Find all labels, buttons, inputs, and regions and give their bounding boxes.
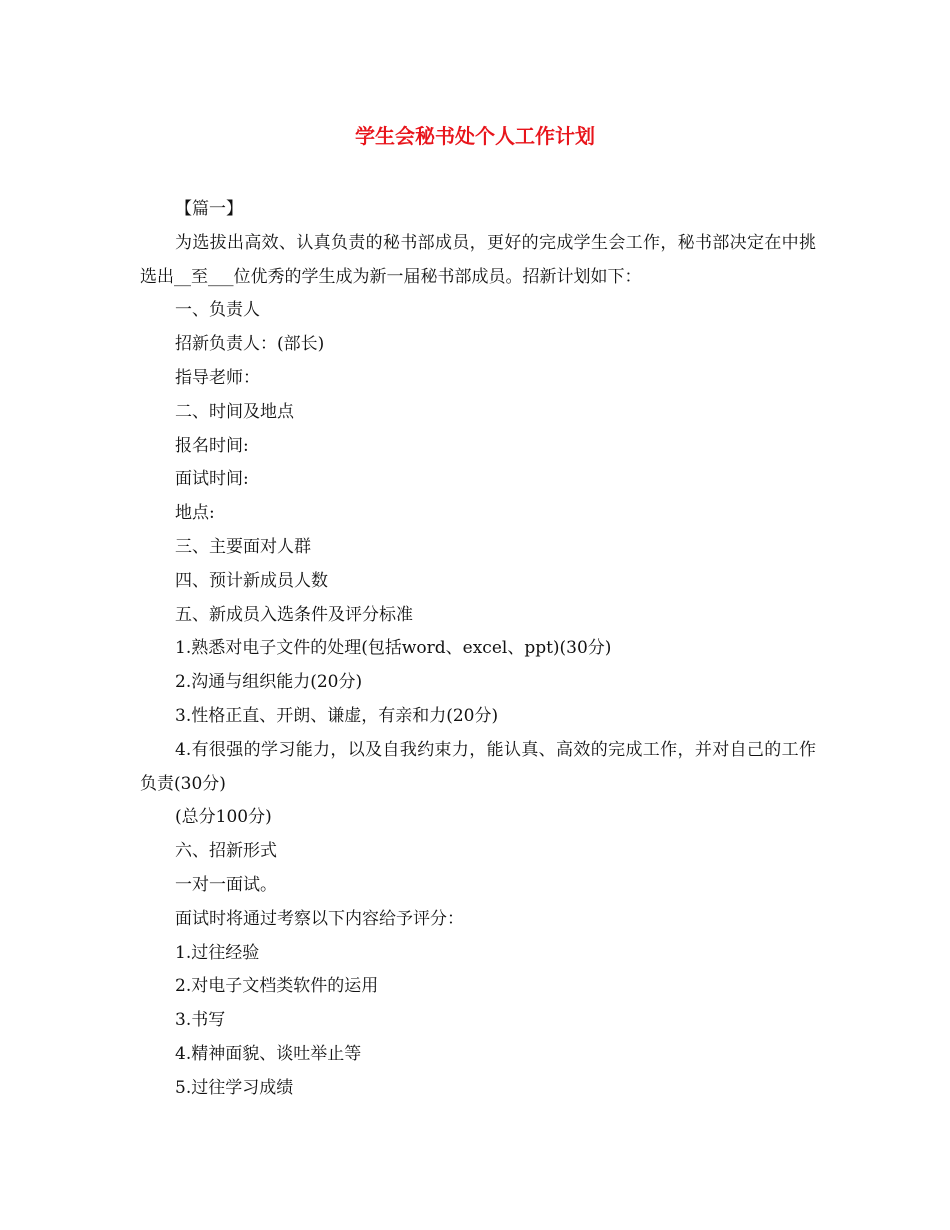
- interview-item: 5.过往学习成绩: [175, 1077, 294, 1098]
- interview-item: 1.过往经验: [175, 942, 260, 963]
- criteria-item: 3.性格正直、开朗、谦虚，有亲和力(20分): [175, 705, 499, 726]
- heading-target-group: 三、主要面对人群: [175, 536, 311, 557]
- interview-intro-line: 面试时将通过考察以下内容给予评分：: [175, 908, 464, 929]
- heading-expected-members: 四、预计新成员人数: [175, 570, 328, 591]
- criteria-item: 2.沟通与组织能力(20分): [175, 672, 363, 693]
- heading-time-and-place: 二、时间及地点: [175, 401, 294, 422]
- heading-recruit-format: 六、招新形式: [175, 841, 277, 862]
- document-title: 学生会秘书处个人工作计划: [355, 124, 595, 148]
- heading-responsible-person: 一、负责人: [175, 300, 260, 321]
- interview-item: 4.精神面貌、谈吐举止等: [175, 1043, 362, 1064]
- recruiting-lead-line: 招新负责人：(部长): [175, 334, 325, 355]
- criteria-item: 1.熟悉对电子文件的处理(包括word、excel、ppt)(30分): [175, 638, 612, 659]
- interview-time-line: 面试时间:: [175, 469, 249, 490]
- criteria-item: 4.有很强的学习能力，以及自我约束力，能认真、高效的完成工作，并对自己的工作负责(30分): [140, 739, 816, 794]
- total-score-line: (总分100分): [175, 807, 272, 828]
- format-line: 一对一面试。: [175, 874, 277, 895]
- section-heading-part-one: 【篇一】: [175, 199, 243, 219]
- registration-time-line: 报名时间:: [175, 435, 249, 456]
- intro-paragraph: 为选拔出高效、认真负责的秘书部成员，更好的完成学生会工作，秘书部决定在中挑选出__至___位优秀的学生成为新一届秘书部成员。招新计划如下：: [140, 232, 816, 287]
- interview-item: 2.对电子文档类软件的运用: [175, 976, 379, 997]
- heading-criteria: 五、新成员入选条件及评分标准: [175, 604, 413, 625]
- interview-item: 3.书写: [175, 1010, 226, 1031]
- advisor-line: 指导老师：: [175, 367, 260, 388]
- document-body: [140, 193, 816, 1106]
- location-line: 地点:: [175, 503, 215, 524]
